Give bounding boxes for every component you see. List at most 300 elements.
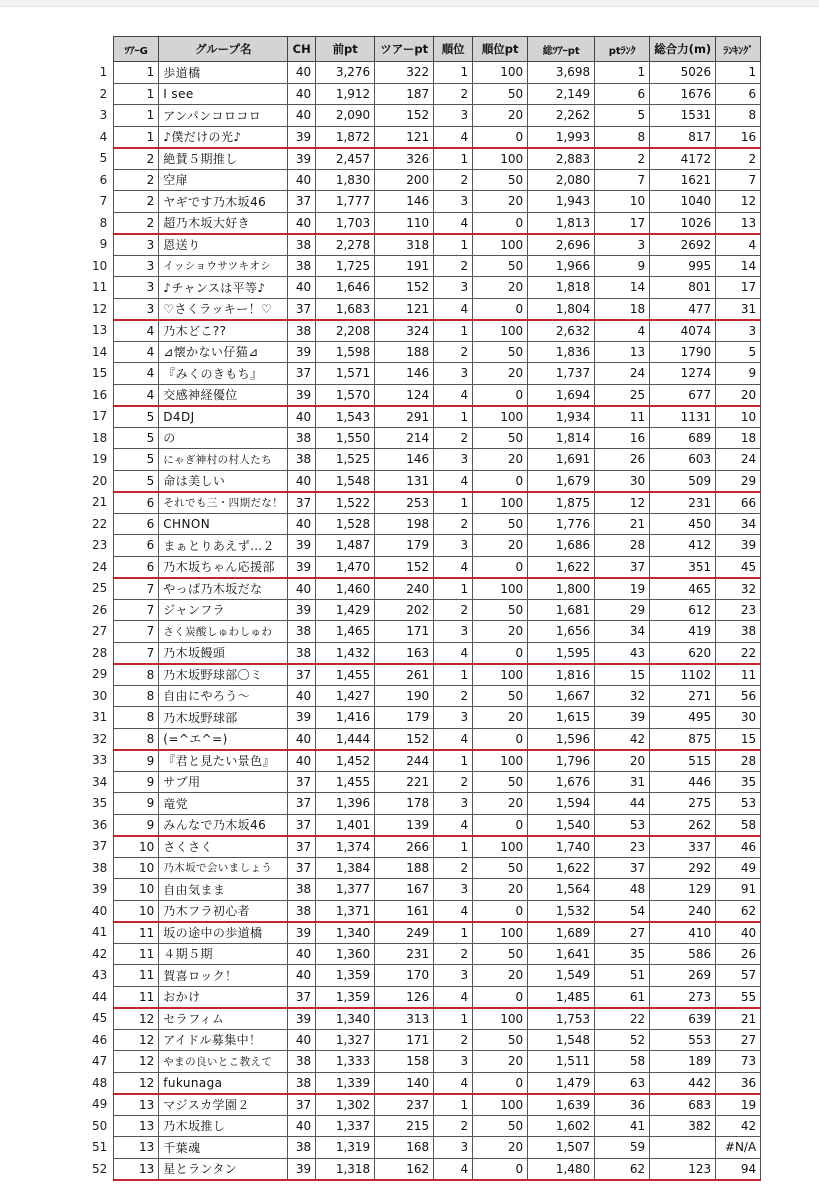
cell-total-tour-pt[interactable]: 1,796	[528, 750, 595, 772]
cell-total-tour-pt[interactable]: 1,694	[528, 384, 595, 406]
cell-rank[interactable]: 4	[434, 814, 473, 836]
cell-rownum[interactable]: 39	[88, 879, 114, 901]
cell-tour-group[interactable]: 11	[114, 965, 159, 987]
cell-ranking[interactable]: 57	[716, 965, 761, 987]
cell-ch[interactable]: 39	[288, 126, 316, 148]
cell-overall-power[interactable]: 446	[650, 771, 716, 793]
cell-rownum[interactable]: 21	[88, 492, 114, 514]
cell-tour-pt[interactable]: 168	[375, 1137, 434, 1159]
cell-rank[interactable]: 1	[434, 1008, 473, 1030]
cell-total-tour-pt[interactable]: 1,816	[528, 664, 595, 686]
cell-tour-pt[interactable]: 152	[375, 277, 434, 299]
cell-pt-rank[interactable]: 22	[595, 1008, 650, 1030]
cell-tour-pt[interactable]: 198	[375, 513, 434, 535]
cell-prev-pt[interactable]: 1,359	[316, 965, 375, 987]
col-header-pt-rank[interactable]: ptﾗﾝｸ	[595, 37, 650, 62]
cell-overall-power[interactable]: 351	[650, 556, 716, 578]
cell-rownum[interactable]: 51	[88, 1137, 114, 1159]
col-header-ranking[interactable]: ﾗﾝｷﾝｸﾞ	[716, 37, 761, 62]
cell-group-name[interactable]: 乃木どこ??	[159, 320, 288, 342]
cell-pt-rank[interactable]: 8	[595, 126, 650, 148]
cell-ranking[interactable]: 1	[716, 62, 761, 84]
cell-prev-pt[interactable]: 1,444	[316, 728, 375, 750]
cell-overall-power[interactable]: 465	[650, 578, 716, 600]
cell-tour-group[interactable]: 3	[114, 255, 159, 277]
cell-ch[interactable]: 39	[288, 556, 316, 578]
cell-ranking[interactable]: 11	[716, 664, 761, 686]
cell-group-name[interactable]: ４期５期	[159, 943, 288, 965]
cell-tour-pt[interactable]: 139	[375, 814, 434, 836]
cell-rownum[interactable]: 26	[88, 599, 114, 621]
cell-group-name[interactable]: それでも三・四期だな！	[159, 492, 288, 514]
cell-rownum[interactable]: 3	[88, 105, 114, 127]
cell-tour-group[interactable]: 2	[114, 212, 159, 234]
cell-tour-pt[interactable]: 146	[375, 363, 434, 385]
cell-rownum[interactable]: 13	[88, 320, 114, 342]
cell-rank[interactable]: 2	[434, 255, 473, 277]
cell-tour-pt[interactable]: 171	[375, 621, 434, 643]
cell-rank[interactable]: 3	[434, 105, 473, 127]
cell-rownum[interactable]: 12	[88, 298, 114, 320]
cell-overall-power[interactable]: 450	[650, 513, 716, 535]
cell-group-name[interactable]: (=^エ^=)	[159, 728, 288, 750]
cell-rank-pt[interactable]: 0	[473, 814, 528, 836]
cell-prev-pt[interactable]: 1,460	[316, 578, 375, 600]
cell-pt-rank[interactable]: 63	[595, 1072, 650, 1094]
cell-tour-pt[interactable]: 170	[375, 965, 434, 987]
cell-tour-pt[interactable]: 167	[375, 879, 434, 901]
cell-ranking[interactable]: 12	[716, 191, 761, 213]
cell-pt-rank[interactable]: 51	[595, 965, 650, 987]
cell-rank-pt[interactable]: 100	[473, 406, 528, 428]
cell-prev-pt[interactable]: 1,470	[316, 556, 375, 578]
cell-tour-group[interactable]: 8	[114, 664, 159, 686]
cell-ranking[interactable]: 26	[716, 943, 761, 965]
cell-pt-rank[interactable]: 19	[595, 578, 650, 600]
cell-rank[interactable]: 2	[434, 943, 473, 965]
cell-prev-pt[interactable]: 1,452	[316, 750, 375, 772]
cell-rank-pt[interactable]: 20	[473, 793, 528, 815]
cell-ranking[interactable]: 46	[716, 836, 761, 858]
col-header-tour-group[interactable]: ﾂｱｰG	[114, 37, 159, 62]
cell-rank[interactable]: 2	[434, 685, 473, 707]
cell-overall-power[interactable]: 123	[650, 1158, 716, 1180]
cell-group-name[interactable]: 乃木フラ初心者	[159, 900, 288, 922]
cell-tour-group[interactable]: 7	[114, 599, 159, 621]
cell-tour-group[interactable]: 11	[114, 922, 159, 944]
cell-rank[interactable]: 4	[434, 986, 473, 1008]
cell-rank-pt[interactable]: 50	[473, 599, 528, 621]
cell-group-name[interactable]: ヤギです乃木坂46	[159, 191, 288, 213]
cell-ch[interactable]: 38	[288, 320, 316, 342]
cell-tour-group[interactable]: 2	[114, 148, 159, 170]
cell-rownum[interactable]: 11	[88, 277, 114, 299]
cell-rownum[interactable]: 10	[88, 255, 114, 277]
cell-overall-power[interactable]: 412	[650, 535, 716, 557]
cell-rank[interactable]: 3	[434, 191, 473, 213]
cell-overall-power[interactable]: 337	[650, 836, 716, 858]
cell-tour-pt[interactable]: 161	[375, 900, 434, 922]
cell-tour-group[interactable]: 10	[114, 900, 159, 922]
cell-tour-pt[interactable]: 190	[375, 685, 434, 707]
cell-rank[interactable]: 3	[434, 879, 473, 901]
cell-pt-rank[interactable]: 17	[595, 212, 650, 234]
cell-total-tour-pt[interactable]: 1,679	[528, 470, 595, 492]
cell-tour-group[interactable]: 9	[114, 771, 159, 793]
cell-tour-pt[interactable]: 162	[375, 1158, 434, 1180]
cell-rank-pt[interactable]: 20	[473, 449, 528, 471]
cell-prev-pt[interactable]: 1,416	[316, 707, 375, 729]
cell-rank[interactable]: 1	[434, 406, 473, 428]
cell-total-tour-pt[interactable]: 1,818	[528, 277, 595, 299]
cell-rank-pt[interactable]: 0	[473, 728, 528, 750]
cell-ch[interactable]: 37	[288, 814, 316, 836]
cell-prev-pt[interactable]: 1,683	[316, 298, 375, 320]
cell-prev-pt[interactable]: 1,360	[316, 943, 375, 965]
cell-total-tour-pt[interactable]: 1,681	[528, 599, 595, 621]
cell-group-name[interactable]: 恩送り	[159, 234, 288, 256]
cell-tour-group[interactable]: 5	[114, 449, 159, 471]
col-header-group-name[interactable]: グループ名	[159, 37, 288, 62]
cell-tour-pt[interactable]: 221	[375, 771, 434, 793]
cell-ch[interactable]: 40	[288, 470, 316, 492]
cell-rank[interactable]: 1	[434, 320, 473, 342]
cell-ranking[interactable]: 7	[716, 169, 761, 191]
cell-rank[interactable]: 3	[434, 363, 473, 385]
cell-pt-rank[interactable]: 34	[595, 621, 650, 643]
cell-group-name[interactable]: fukunaga	[159, 1072, 288, 1094]
cell-overall-power[interactable]: 509	[650, 470, 716, 492]
cell-total-tour-pt[interactable]: 1,594	[528, 793, 595, 815]
cell-tour-pt[interactable]: 244	[375, 750, 434, 772]
cell-rownum[interactable]: 4	[88, 126, 114, 148]
cell-ranking[interactable]: 66	[716, 492, 761, 514]
cell-ranking[interactable]: 56	[716, 685, 761, 707]
cell-rank-pt[interactable]: 20	[473, 965, 528, 987]
cell-group-name[interactable]: ジャンフラ	[159, 599, 288, 621]
cell-ch[interactable]: 39	[288, 707, 316, 729]
cell-pt-rank[interactable]: 24	[595, 363, 650, 385]
cell-ch[interactable]: 39	[288, 1158, 316, 1180]
cell-pt-rank[interactable]: 37	[595, 857, 650, 879]
cell-ch[interactable]: 37	[288, 492, 316, 514]
cell-total-tour-pt[interactable]: 1,943	[528, 191, 595, 213]
cell-rank-pt[interactable]: 50	[473, 857, 528, 879]
cell-rownum[interactable]: 45	[88, 1008, 114, 1030]
cell-rank-pt[interactable]: 0	[473, 384, 528, 406]
cell-rownum[interactable]: 6	[88, 169, 114, 191]
cell-tour-pt[interactable]: 158	[375, 1051, 434, 1073]
cell-prev-pt[interactable]: 2,278	[316, 234, 375, 256]
cell-tour-group[interactable]: 3	[114, 298, 159, 320]
cell-pt-rank[interactable]: 30	[595, 470, 650, 492]
cell-rank-pt[interactable]: 50	[473, 771, 528, 793]
col-header-prev-pt[interactable]: 前pt	[316, 37, 375, 62]
cell-ranking[interactable]: 36	[716, 1072, 761, 1094]
cell-ch[interactable]: 40	[288, 685, 316, 707]
cell-rank[interactable]: 4	[434, 384, 473, 406]
cell-pt-rank[interactable]: 4	[595, 320, 650, 342]
cell-group-name[interactable]: 竜党	[159, 793, 288, 815]
cell-rownum[interactable]: 42	[88, 943, 114, 965]
cell-rank-pt[interactable]: 100	[473, 1008, 528, 1030]
cell-rank-pt[interactable]: 100	[473, 836, 528, 858]
cell-total-tour-pt[interactable]: 1,676	[528, 771, 595, 793]
cell-overall-power[interactable]: 1274	[650, 363, 716, 385]
cell-rank-pt[interactable]: 100	[473, 578, 528, 600]
cell-total-tour-pt[interactable]: 1,615	[528, 707, 595, 729]
cell-rank-pt[interactable]: 0	[473, 212, 528, 234]
cell-group-name[interactable]: の	[159, 427, 288, 449]
cell-ranking[interactable]: 73	[716, 1051, 761, 1073]
cell-pt-rank[interactable]: 5	[595, 105, 650, 127]
cell-ranking[interactable]: 15	[716, 728, 761, 750]
cell-overall-power[interactable]: 129	[650, 879, 716, 901]
cell-overall-power[interactable]: 620	[650, 642, 716, 664]
cell-rank-pt[interactable]: 0	[473, 900, 528, 922]
cell-prev-pt[interactable]: 1,377	[316, 879, 375, 901]
cell-total-tour-pt[interactable]: 1,639	[528, 1094, 595, 1116]
cell-group-name[interactable]: 超乃木坂大好き	[159, 212, 288, 234]
cell-rank[interactable]: 2	[434, 771, 473, 793]
cell-rownum[interactable]: 17	[88, 406, 114, 428]
cell-pt-rank[interactable]: 59	[595, 1137, 650, 1159]
cell-tour-pt[interactable]: 171	[375, 1029, 434, 1051]
cell-rank[interactable]: 2	[434, 169, 473, 191]
cell-total-tour-pt[interactable]: 1,804	[528, 298, 595, 320]
cell-rownum[interactable]: 15	[88, 363, 114, 385]
cell-prev-pt[interactable]: 1,318	[316, 1158, 375, 1180]
cell-pt-rank[interactable]: 10	[595, 191, 650, 213]
cell-rownum[interactable]: 43	[88, 965, 114, 987]
cell-ranking[interactable]: 53	[716, 793, 761, 815]
cell-rownum[interactable]: 24	[88, 556, 114, 578]
cell-tour-pt[interactable]: 240	[375, 578, 434, 600]
cell-tour-group[interactable]: 2	[114, 169, 159, 191]
cell-overall-power[interactable]: 1026	[650, 212, 716, 234]
cell-tour-pt[interactable]: 187	[375, 83, 434, 105]
cell-prev-pt[interactable]: 1,337	[316, 1115, 375, 1137]
cell-rownum[interactable]: 7	[88, 191, 114, 213]
cell-tour-pt[interactable]: 188	[375, 341, 434, 363]
cell-tour-pt[interactable]: 146	[375, 449, 434, 471]
cell-pt-rank[interactable]: 28	[595, 535, 650, 557]
cell-rank[interactable]: 3	[434, 621, 473, 643]
cell-ch[interactable]: 40	[288, 578, 316, 600]
cell-rank-pt[interactable]: 0	[473, 298, 528, 320]
cell-prev-pt[interactable]: 1,830	[316, 169, 375, 191]
cell-overall-power[interactable]: 1621	[650, 169, 716, 191]
cell-total-tour-pt[interactable]: 1,737	[528, 363, 595, 385]
cell-rank[interactable]: 1	[434, 922, 473, 944]
cell-rownum[interactable]: 22	[88, 513, 114, 535]
cell-prev-pt[interactable]: 1,319	[316, 1137, 375, 1159]
cell-group-name[interactable]: 乃木坂推し	[159, 1115, 288, 1137]
cell-rank-pt[interactable]: 50	[473, 1115, 528, 1137]
cell-rank-pt[interactable]: 100	[473, 492, 528, 514]
cell-ranking[interactable]: 21	[716, 1008, 761, 1030]
cell-rownum[interactable]: 14	[88, 341, 114, 363]
cell-prev-pt[interactable]: 3,276	[316, 62, 375, 84]
cell-total-tour-pt[interactable]: 1,549	[528, 965, 595, 987]
cell-ranking[interactable]: 9	[716, 363, 761, 385]
cell-group-name[interactable]: さく炭酸しゅわしゅわ	[159, 621, 288, 643]
cell-ch[interactable]: 38	[288, 642, 316, 664]
cell-tour-group[interactable]: 1	[114, 105, 159, 127]
cell-rank-pt[interactable]: 0	[473, 126, 528, 148]
cell-tour-pt[interactable]: 191	[375, 255, 434, 277]
cell-overall-power[interactable]: 189	[650, 1051, 716, 1073]
cell-rank-pt[interactable]: 0	[473, 1072, 528, 1094]
cell-tour-group[interactable]: 8	[114, 728, 159, 750]
cell-tour-group[interactable]: 5	[114, 406, 159, 428]
cell-pt-rank[interactable]: 14	[595, 277, 650, 299]
cell-tour-pt[interactable]: 152	[375, 728, 434, 750]
cell-ranking[interactable]: 58	[716, 814, 761, 836]
cell-pt-rank[interactable]: 25	[595, 384, 650, 406]
cell-overall-power[interactable]: 639	[650, 1008, 716, 1030]
cell-ch[interactable]: 40	[288, 1029, 316, 1051]
cell-ranking[interactable]: 24	[716, 449, 761, 471]
cell-tour-pt[interactable]: 215	[375, 1115, 434, 1137]
cell-rank-pt[interactable]: 100	[473, 922, 528, 944]
cell-tour-pt[interactable]: 322	[375, 62, 434, 84]
cell-prev-pt[interactable]: 1,571	[316, 363, 375, 385]
cell-prev-pt[interactable]: 1,570	[316, 384, 375, 406]
cell-total-tour-pt[interactable]: 1,622	[528, 556, 595, 578]
cell-group-name[interactable]: 星とランタン	[159, 1158, 288, 1180]
cell-total-tour-pt[interactable]: 1,740	[528, 836, 595, 858]
cell-total-tour-pt[interactable]: 1,686	[528, 535, 595, 557]
cell-tour-group[interactable]: 4	[114, 320, 159, 342]
cell-overall-power[interactable]: 2692	[650, 234, 716, 256]
cell-pt-rank[interactable]: 58	[595, 1051, 650, 1073]
cell-rank-pt[interactable]: 20	[473, 1051, 528, 1073]
cell-group-name[interactable]: 交感神経優位	[159, 384, 288, 406]
cell-ranking[interactable]: 39	[716, 535, 761, 557]
cell-total-tour-pt[interactable]: 1,667	[528, 685, 595, 707]
cell-group-name[interactable]: 歩道橋	[159, 62, 288, 84]
cell-prev-pt[interactable]: 1,872	[316, 126, 375, 148]
cell-tour-pt[interactable]: 188	[375, 857, 434, 879]
cell-ch[interactable]: 37	[288, 363, 316, 385]
cell-rank-pt[interactable]: 100	[473, 1094, 528, 1116]
col-header-rank[interactable]: 順位	[434, 37, 473, 62]
cell-total-tour-pt[interactable]: 1,507	[528, 1137, 595, 1159]
cell-ch[interactable]: 39	[288, 148, 316, 170]
cell-tour-group[interactable]: 13	[114, 1115, 159, 1137]
cell-rank-pt[interactable]: 50	[473, 513, 528, 535]
cell-prev-pt[interactable]: 1,396	[316, 793, 375, 815]
cell-rank[interactable]: 3	[434, 535, 473, 557]
cell-rank[interactable]: 4	[434, 298, 473, 320]
cell-prev-pt[interactable]: 1,401	[316, 814, 375, 836]
cell-total-tour-pt[interactable]: 1,602	[528, 1115, 595, 1137]
cell-tour-group[interactable]: 3	[114, 277, 159, 299]
cell-prev-pt[interactable]: 1,528	[316, 513, 375, 535]
cell-tour-group[interactable]: 7	[114, 642, 159, 664]
cell-prev-pt[interactable]: 1,333	[316, 1051, 375, 1073]
cell-tour-group[interactable]: 8	[114, 685, 159, 707]
cell-total-tour-pt[interactable]: 2,080	[528, 169, 595, 191]
cell-ch[interactable]: 40	[288, 105, 316, 127]
cell-ch[interactable]: 40	[288, 62, 316, 84]
cell-group-name[interactable]: アイドル募集中！	[159, 1029, 288, 1051]
cell-pt-rank[interactable]: 31	[595, 771, 650, 793]
cell-rank[interactable]: 3	[434, 277, 473, 299]
cell-pt-rank[interactable]: 39	[595, 707, 650, 729]
col-header-tour-pt[interactable]: ツアーpt	[375, 37, 434, 62]
cell-overall-power[interactable]: 5026	[650, 62, 716, 84]
cell-group-name[interactable]: にゃぎ神村の村人たち	[159, 449, 288, 471]
cell-rank[interactable]: 4	[434, 1072, 473, 1094]
cell-group-name[interactable]: 空扉	[159, 169, 288, 191]
cell-pt-rank[interactable]: 12	[595, 492, 650, 514]
cell-rownum[interactable]: 37	[88, 836, 114, 858]
cell-ranking[interactable]: 3	[716, 320, 761, 342]
cell-ch[interactable]: 38	[288, 1137, 316, 1159]
cell-ranking[interactable]: 10	[716, 406, 761, 428]
cell-total-tour-pt[interactable]: 1,641	[528, 943, 595, 965]
cell-group-name[interactable]: やっぱ乃木坂だな	[159, 578, 288, 600]
cell-prev-pt[interactable]: 1,525	[316, 449, 375, 471]
cell-ch[interactable]: 40	[288, 513, 316, 535]
cell-group-name[interactable]: マジスカ学園２	[159, 1094, 288, 1116]
cell-ch[interactable]: 39	[288, 599, 316, 621]
cell-rank-pt[interactable]: 100	[473, 750, 528, 772]
cell-ch[interactable]: 40	[288, 728, 316, 750]
cell-tour-group[interactable]: 2	[114, 191, 159, 213]
cell-group-name[interactable]: 乃木坂野球部	[159, 707, 288, 729]
cell-ch[interactable]: 37	[288, 793, 316, 815]
cell-group-name[interactable]: みんなで乃木坂46	[159, 814, 288, 836]
cell-rank-pt[interactable]: 20	[473, 879, 528, 901]
cell-tour-pt[interactable]: 318	[375, 234, 434, 256]
cell-prev-pt[interactable]: 1,371	[316, 900, 375, 922]
cell-overall-power[interactable]: 1102	[650, 664, 716, 686]
cell-ranking[interactable]: 91	[716, 879, 761, 901]
cell-prev-pt[interactable]: 1,432	[316, 642, 375, 664]
cell-prev-pt[interactable]: 1,646	[316, 277, 375, 299]
cell-rownum[interactable]: 36	[88, 814, 114, 836]
cell-rank-pt[interactable]: 50	[473, 943, 528, 965]
cell-ch[interactable]: 40	[288, 83, 316, 105]
cell-group-name[interactable]: おかけ	[159, 986, 288, 1008]
cell-overall-power[interactable]: 477	[650, 298, 716, 320]
cell-group-name[interactable]: CHNON	[159, 513, 288, 535]
cell-overall-power[interactable]: 875	[650, 728, 716, 750]
cell-ranking[interactable]: 20	[716, 384, 761, 406]
cell-total-tour-pt[interactable]: 2,149	[528, 83, 595, 105]
cell-pt-rank[interactable]: 26	[595, 449, 650, 471]
cell-ranking[interactable]: 6	[716, 83, 761, 105]
cell-rownum[interactable]: 38	[88, 857, 114, 879]
cell-ch[interactable]: 39	[288, 922, 316, 944]
cell-tour-group[interactable]: 6	[114, 513, 159, 535]
cell-ranking[interactable]: 45	[716, 556, 761, 578]
cell-rank-pt[interactable]: 100	[473, 148, 528, 170]
cell-group-name[interactable]: I see	[159, 83, 288, 105]
cell-rank[interactable]: 4	[434, 470, 473, 492]
cell-pt-rank[interactable]: 13	[595, 341, 650, 363]
cell-tour-pt[interactable]: 178	[375, 793, 434, 815]
col-header-total-tour-pt[interactable]: 総ﾂｱｰpt	[528, 37, 595, 62]
cell-total-tour-pt[interactable]: 1,485	[528, 986, 595, 1008]
cell-ranking[interactable]: 38	[716, 621, 761, 643]
cell-ch[interactable]: 38	[288, 879, 316, 901]
cell-tour-pt[interactable]: 121	[375, 298, 434, 320]
cell-overall-power[interactable]: 677	[650, 384, 716, 406]
